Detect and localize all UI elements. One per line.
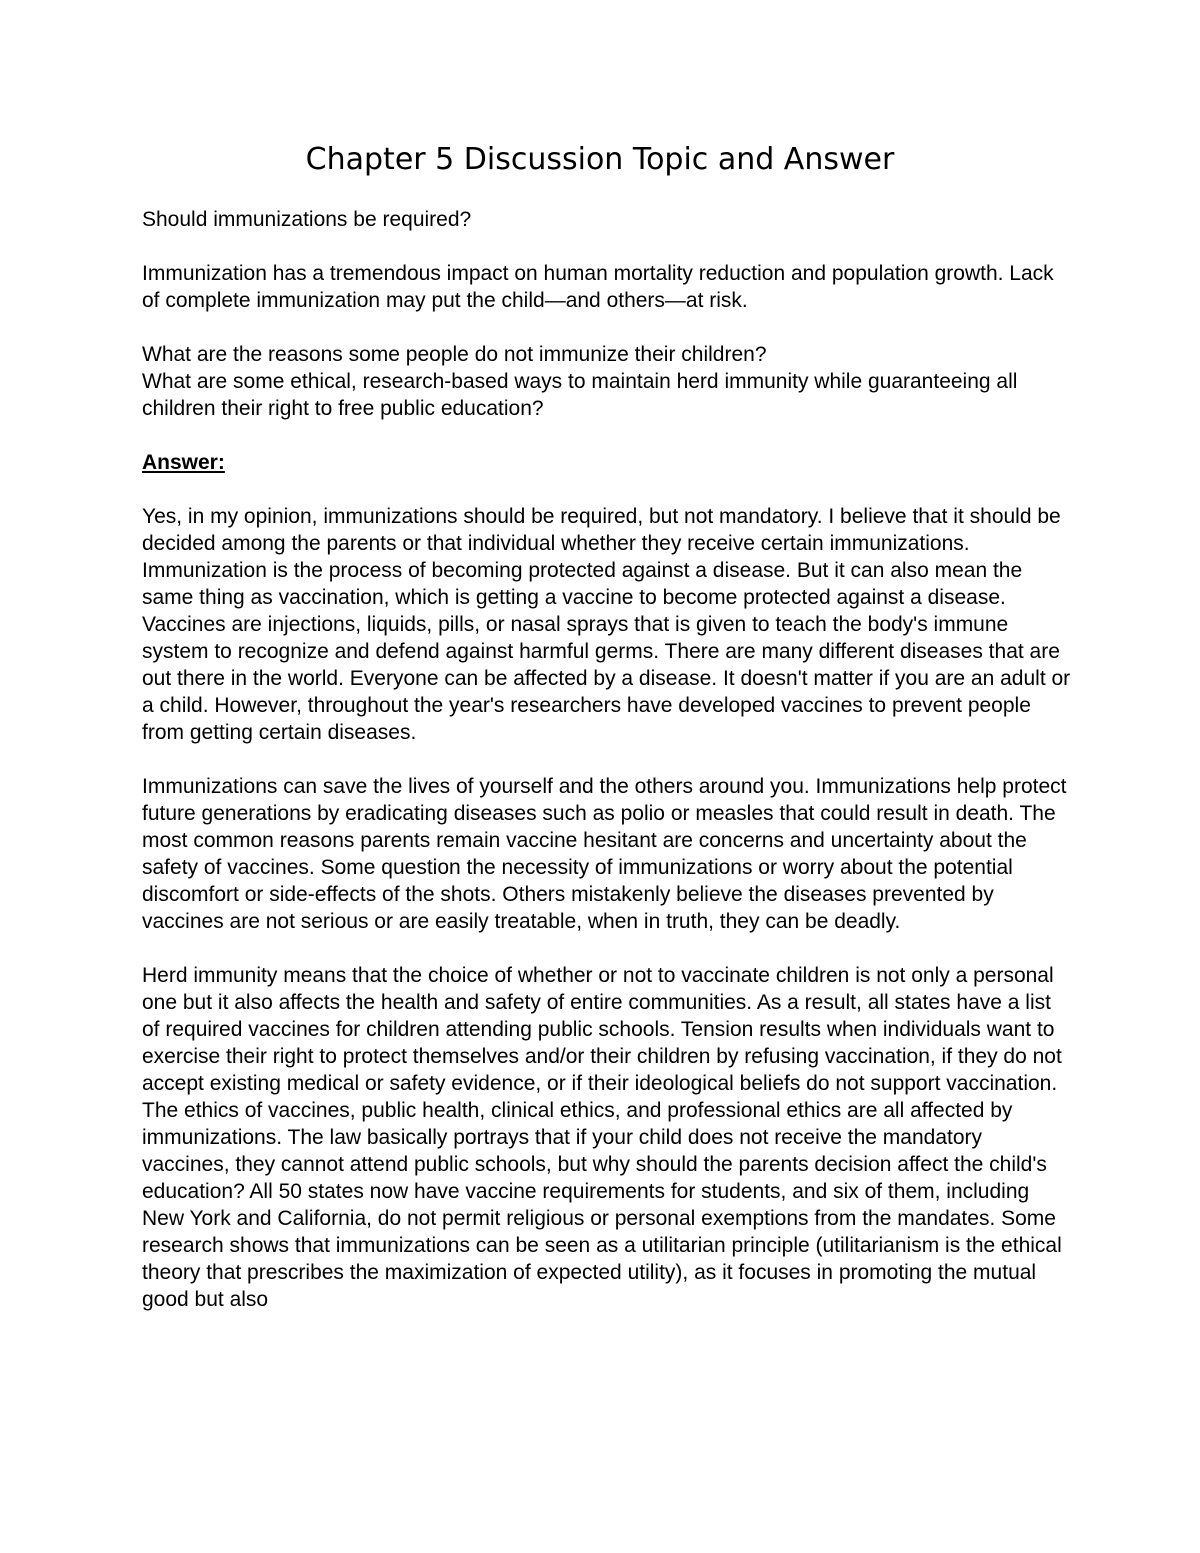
- document-body: [142, 206, 1072, 1340]
- answer-label: Answer:: [142, 451, 225, 474]
- discussion-question: Should immunizations be required?: [142, 208, 472, 231]
- answer-paragraph-3: Herd immunity means that the choice of whether or not to vaccinate children is not only a personal one but it also affects the health and safety of entire communities. As a result, all states have a list of required vaccines for children attending public schools. Tension results when individuals want to exercise their right to protect themselves and/or their children by refusing vaccination, if they do not accept existing medical or safety evidence, or if their ideological beliefs do not support vaccination. The ethics of vaccines, public health, clinical ethics, and professional ethics are all affected by immunizations. The law basically portrays that if your child does not receive the mandatory vaccines, they cannot attend public schools, but why should the parents decision affect the child's education? All 50 states now have vaccine requirements for students, and six of them, including New York and California, do not permit religious or personal exemptions from the mandates. Some research shows that immunizations can be seen as a utilitarian principle (utilitarianism is the ethical theory that prescribes the maximization of expected utility), as it focuses in promoting the mutual good but also: [142, 964, 1062, 1311]
- answer-paragraph-1: Yes, in my opinion, immunizations should be required, but not mandatory. I believe that it should be decided among the parents or that individual whether they receive certain immunizations. Immunization is the process of becoming protected against a disease. But it can also mean the same thing as vaccination, which is getting a vaccine to become protected against a disease. Vaccines are injections, liquids, pills, or nasal sprays that is given to teach the body's immune system to recognize and defend against harmful germs. There are many different diseases that are out there in the world. Everyone can be affected by a disease. It doesn't matter if you are an adult or a child. However, throughout the year's researchers have developed vaccines to prevent people from getting certain diseases.: [142, 505, 1071, 744]
- prompt-question-1: What are the reasons some people do not immunize their children?: [142, 343, 767, 366]
- prompt-question-2: What are some ethical, research-based ways to maintain herd immunity while guaranteeing all children their right to free public education?: [142, 370, 1018, 420]
- document-title: Chapter 5 Discussion Topic and Answer: [305, 142, 895, 177]
- prompt-intro: Immunization has a tremendous impact on human mortality reduction and population growth. Lack of complete immunization may put the child—and others—at risk.: [142, 262, 1054, 312]
- answer-paragraph-2: Immunizations can save the lives of yourself and the others around you. Immunizations help protect future generations by eradicating diseases such as polio or measles that could result in death. The most common reasons parents remain vaccine hesitant are concerns and uncertainty about the safety of vaccines. Some question the necessity of immunizations or worry about the potential discomfort or side-effects of the shots. Others mistakenly believe the diseases prevented by vaccines are not serious or are easily treatable, when in truth, they can be deadly.: [142, 775, 1067, 933]
- answer-heading: [142, 449, 1072, 476]
